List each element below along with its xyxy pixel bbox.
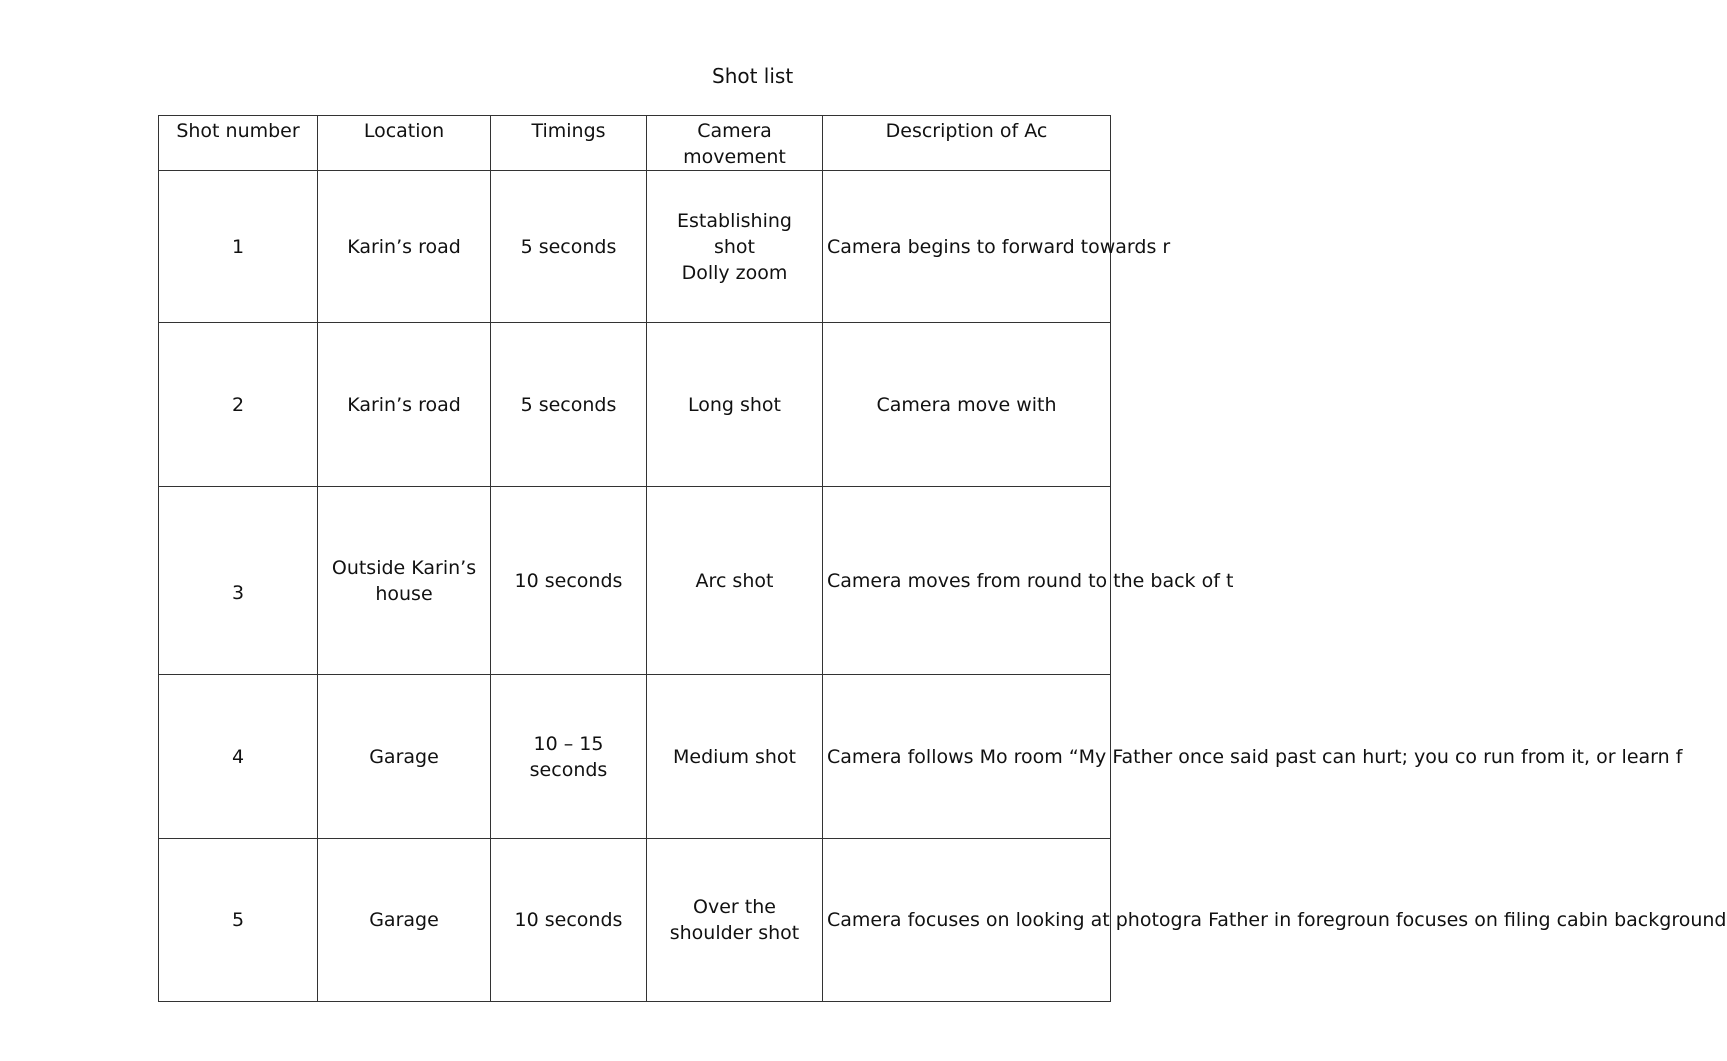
table-row xyxy=(159,323,1111,487)
location: Karin’s road xyxy=(318,323,491,487)
camera-movement: Long shot xyxy=(647,323,823,487)
shot-number: 1 xyxy=(159,171,318,323)
description: Camera focuses on looking at photogra Father in foregroun focuses on filing cabin background xyxy=(823,839,1111,1002)
location: Garage xyxy=(318,675,491,839)
header-camera-movement: Camera movement xyxy=(647,116,823,171)
description: Camera begins to forward towards r xyxy=(823,171,1111,323)
shot-number: 5 xyxy=(159,839,318,1002)
shot-number: 4 xyxy=(159,675,318,839)
description: Camera moves from round to the back of t xyxy=(823,487,1111,675)
header-description: Description of Ac xyxy=(823,116,1111,171)
timing: 10 – 15 seconds xyxy=(491,675,647,839)
timing: 10 seconds xyxy=(491,839,647,1002)
header-timings: Timings xyxy=(491,116,647,171)
camera-movement: Over the shoulder shot xyxy=(647,839,823,1002)
timing: 5 seconds xyxy=(491,323,647,487)
camera-movement: Establishing shot Dolly zoom xyxy=(647,171,823,323)
timing: 5 seconds xyxy=(491,171,647,323)
location: Outside Karin’s house xyxy=(318,487,491,675)
table-row xyxy=(159,487,1111,675)
title-text: Shot list xyxy=(712,64,794,88)
table-row xyxy=(159,839,1111,1002)
header-row xyxy=(159,116,1111,171)
header-location: Location xyxy=(318,116,491,171)
header-shot-number: Shot number xyxy=(159,116,318,171)
shot-number: 2 xyxy=(159,323,318,487)
description: Camera follows Mo room “My Father once said past can hurt; you co run from it, or learn f xyxy=(823,675,1111,839)
table-row xyxy=(159,675,1111,839)
shot-list-table xyxy=(158,115,1727,1002)
location: Garage xyxy=(318,839,491,1002)
shot-number: 3 xyxy=(159,487,318,675)
location: Karin’s road xyxy=(318,171,491,323)
timing: 10 seconds xyxy=(491,487,647,675)
table-row xyxy=(159,171,1111,323)
camera-movement: Medium shot xyxy=(647,675,823,839)
description: Camera move with xyxy=(823,323,1111,487)
camera-movement: Arc shot xyxy=(647,487,823,675)
